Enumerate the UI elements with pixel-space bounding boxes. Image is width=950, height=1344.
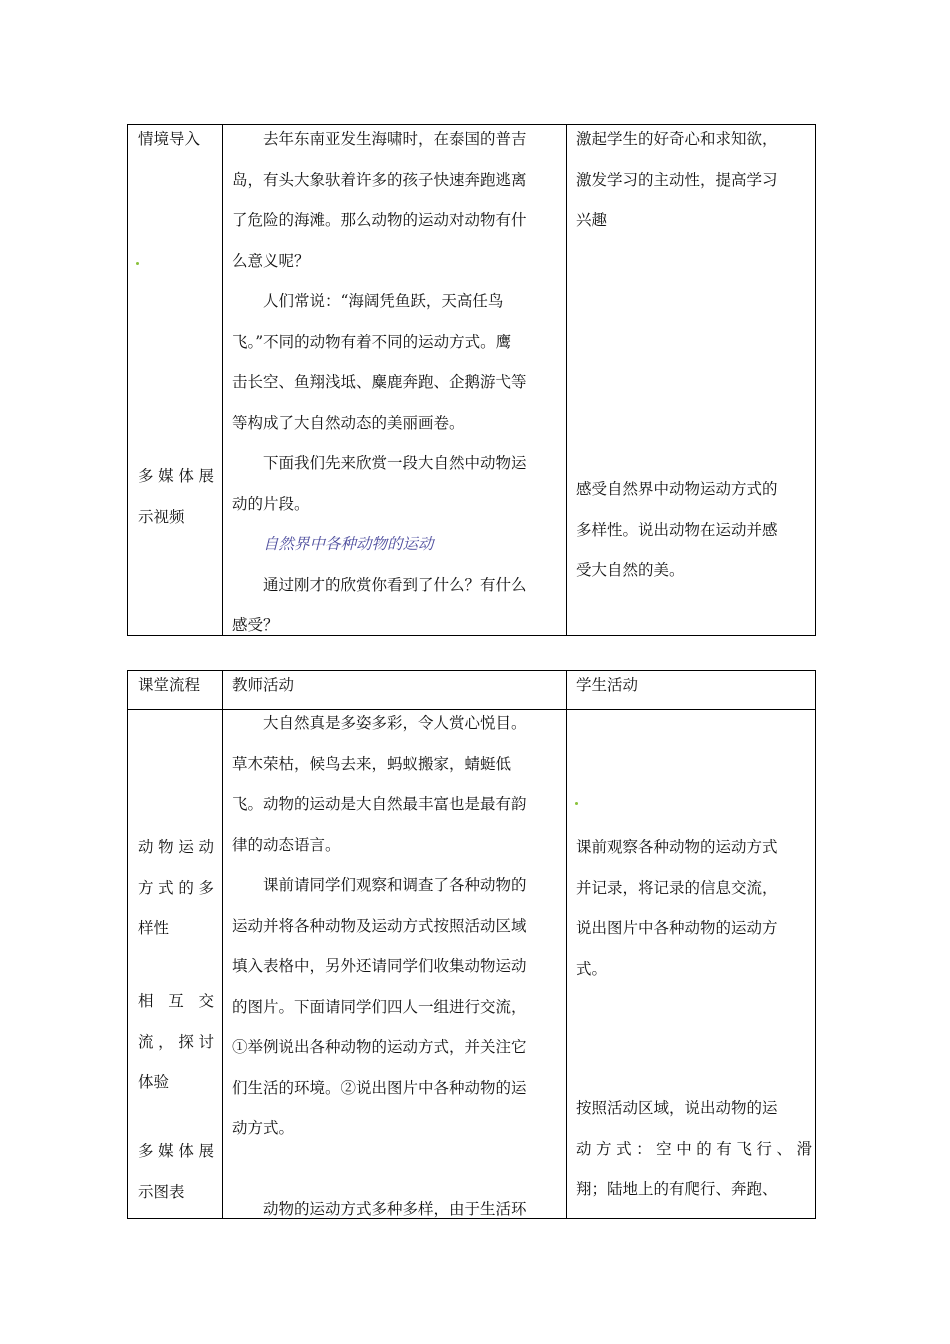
content-line: 么意义呢？: [232, 251, 310, 270]
content-line: 运动并将各种动物及运动方式按照活动区域: [232, 916, 527, 935]
content-line: 们生活的环境。②说出图片中各种动物的运: [232, 1078, 527, 1097]
teacher-content-activities: [232, 703, 559, 1229]
stage-label-intro: [138, 119, 214, 160]
column-divider: [566, 671, 567, 1218]
marker-dot: [575, 802, 578, 805]
stage-text-line: 多媒体展: [138, 1142, 214, 1160]
content-line: 等构成了大自然动态的美丽画卷。: [232, 413, 465, 432]
stage-text-line: 多媒体展: [138, 467, 214, 485]
stage-text-line: 流，探讨: [138, 1032, 214, 1051]
flow-stage-diversity: [138, 827, 214, 949]
content-line: 飞。动物的运动是大自然最丰富也是最有韵: [232, 795, 527, 813]
content-line: 飞。”不同的动物有着不同的运动方式。鹰: [232, 332, 512, 351]
column-divider: [222, 671, 223, 1218]
stage-text-line: 样性: [138, 919, 170, 937]
stage-text-line: 体验: [138, 1073, 170, 1091]
content-line: 下面我们先来欣赏一段大自然中动物运: [263, 454, 527, 472]
purpose-line: 激发学习的主动性，提高学习: [576, 170, 778, 189]
marker-dot: [136, 262, 139, 265]
content-line: 填入表格中，另外还请同学们收集动物运动: [232, 957, 527, 975]
content-line: 律的动态语言。: [232, 835, 341, 854]
content-line: 击长空、鱼翔浅坻、麋鹿奔跑、企鹅游弋等: [232, 373, 527, 391]
header-flow: 课堂流程: [138, 676, 201, 694]
purpose-line: 受大自然的美。: [576, 561, 685, 579]
student-line: 课前观察各种动物的运动方式: [576, 838, 778, 856]
content-line: 动物的运动方式多种多样，由于生活环: [263, 1199, 527, 1218]
student-activity-observe: [576, 827, 812, 989]
student-activity-classify: [576, 1088, 812, 1210]
purpose-line: 多样性。说出动物在运动并感: [576, 520, 778, 539]
student-line: 式。: [576, 959, 608, 978]
video-title: 自然界中各种动物的运动: [263, 535, 434, 553]
stage-label-video: [138, 456, 214, 537]
content-line: 课前请同学们观察和调查了各种动物的: [263, 876, 527, 894]
content-line: 去年东南亚发生海啸时，在泰国的普吉: [263, 130, 527, 148]
stage-text-line: 示视频: [138, 507, 185, 526]
content-line: 通过刚才的欣赏你看到了什么？有什么: [263, 575, 527, 594]
stage-text-line: 示图表: [138, 1182, 185, 1201]
purpose-line: 激起学生的好奇心和求知欲，: [576, 130, 778, 148]
content-line: 感受？: [232, 616, 279, 634]
header-teacher: 教师活动: [232, 676, 295, 694]
content-line: 的图片。下面请同学们四人一组进行交流，: [232, 997, 527, 1016]
stage-text-line: 相互交: [138, 992, 214, 1010]
content-line: 动的片段。: [232, 494, 310, 513]
stage-text-line: 方式的多: [138, 878, 214, 897]
student-line: 按照活动区域，说出动物的运: [576, 1099, 778, 1117]
header-student: 学生活动: [576, 676, 639, 694]
flow-stage-exchange: [138, 981, 214, 1103]
content-line: 草木荣枯，候鸟去来，蚂蚁搬家，蜻蜓低: [232, 754, 512, 773]
student-line: 说出图片中各种动物的运动方: [576, 919, 778, 937]
purpose-text-video: [576, 469, 812, 591]
column-divider: [222, 125, 223, 635]
stage-text-line: 动物运动: [138, 838, 214, 856]
flow-stage-charts: [138, 1131, 214, 1212]
purpose-line: 感受自然界中动物运动方式的: [576, 480, 778, 498]
column-divider: [566, 125, 567, 635]
content-line: 动方式。: [232, 1119, 295, 1137]
content-line: 大自然真是多姿多彩，令人赏心悦目。: [263, 714, 527, 732]
content-line: 岛，有头大象驮着许多的孩子快速奔跑逃离: [232, 170, 527, 189]
lesson-table-activities: [127, 670, 816, 1219]
content-line: ①举例说出各种动物的运动方式，并关注它: [232, 1038, 527, 1056]
content-line: 人们常说：“海阔凭鱼跃，天高任鸟: [263, 292, 504, 310]
lesson-table-intro: [127, 124, 816, 636]
purpose-text-intro: [576, 119, 812, 241]
purpose-line: 兴趣: [576, 211, 608, 229]
student-line: 动方式：空中的有飞行、滑: [576, 1139, 812, 1158]
stage-intro-text: 情境导入: [138, 130, 201, 148]
student-line: 翔；陆地上的有爬行、奔跑、: [576, 1180, 778, 1198]
student-line: 并记录，将记录的信息交流，: [576, 878, 778, 897]
teacher-content-intro: [232, 119, 559, 646]
content-line: 了危险的海滩。那么动物的运动对动物有什: [232, 211, 527, 229]
